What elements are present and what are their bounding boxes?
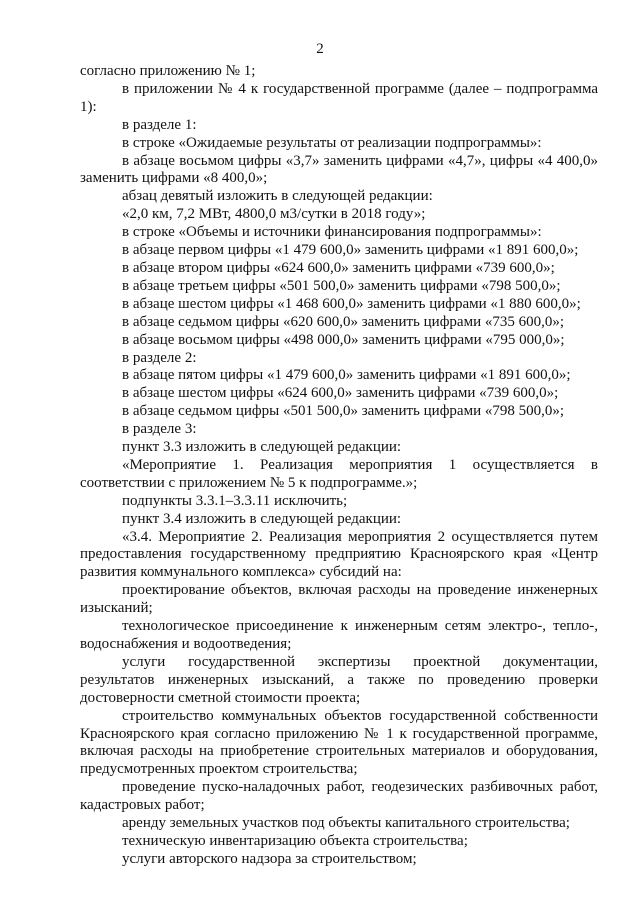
paragraph: пункт 3.3 изложить в следующей редакции: [122,439,402,456]
paragraph: в абзаце пятом цифры «1 479 600,0» заменить цифрами «1 891 600,0»; [122,367,571,384]
paragraph: в абзаце шестом цифры «624 600,0» заменить цифрами «739 600,0»; [122,385,559,402]
paragraph: услуги авторского надзора за строительством; [122,850,417,867]
paragraph: в абзаце седьмом цифры «501 500,0» заменить цифрами «798 500,0»; [122,403,565,420]
paragraph: в строке «Объемы и источники финансирования подпрограммы»: [122,224,542,241]
paragraph: «Мероприятие 1. Реализация мероприятия 1 осуществляется в соответствии с приложением № 5 к подпрограмме.»; [80,456,598,491]
paragraph: пункт 3.4 изложить в следующей редакции: [122,510,402,527]
paragraph: в абзаце седьмом цифры «620 600,0» заменить цифрами «735 600,0»; [122,313,565,330]
paragraph: проведение пуско-наладочных работ, геодезических разбивочных работ, кадастровых работ; [80,779,598,814]
paragraph: в абзаце восьмом цифры «3,7» заменить цифрами «4,7», цифры «4 400,0» заменить цифрами «8 400,0»; [80,152,598,187]
paragraph: технологическое присоединение к инженерным сетям электро-, тепло-, водоснабжения и водоотведения; [80,618,598,652]
paragraph: аренду земельных участков под объекты капитального строительства; [122,815,570,832]
paragraph: «2,0 км, 7,2 МВт, 4800,0 м3/сутки в 2018 году»; [122,206,426,223]
paragraph: в строке «Ожидаемые результаты от реализации подпрограммы»: [122,134,542,151]
paragraph: в абзаце втором цифры «624 600,0» заменить цифрами «739 600,0»; [122,259,555,276]
paragraph: в абзаце третьем цифры «501 500,0» заменить цифрами «798 500,0»; [122,277,561,294]
paragraph: строительство коммунальных объектов государственной собственности Красноярского края согласно приложению № 1 к государственной программе, включая расходы на приобретение строительных материалов и оборудования, предусмотренных проектом строительства; [80,707,598,778]
paragraph: согласно приложению № 1; [80,63,256,79]
paragraph: в разделе 1: [122,116,197,133]
document-body [80,63,598,869]
paragraph: «3.4. Мероприятие 2. Реализация мероприятия 2 осуществляется путем предоставления государственному предприятию Красноярского края «Центр развития коммунального комплекса» субсидий на: [80,528,598,581]
paragraph: подпункты 3.3.1–3.3.11 исключить; [122,492,348,509]
paragraph: в абзаце восьмом цифры «498 000,0» заменить цифрами «795 000,0»; [122,331,565,348]
paragraph: в приложении № 4 к государственной программе (далее – подпрограмма 1): [80,80,598,115]
paragraph: абзац девятый изложить в следующей редакции: [122,188,433,205]
page-number: 2 [316,41,324,57]
paragraph: в абзаце шестом цифры «1 468 600,0» заменить цифрами «1 880 600,0»; [122,295,581,312]
paragraph: в абзаце первом цифры «1 479 600,0» заменить цифрами «1 891 600,0»; [122,242,579,259]
paragraph: в разделе 3: [122,421,197,438]
paragraph: проектирование объектов, включая расходы на проведение инженерных изысканий; [80,582,598,617]
paragraph: в разделе 2: [122,349,197,366]
paragraph: услуги государственной экспертизы проектной документации, результатов инженерных изысканий, а также по проведению проверки достоверности сметной стоимости проекта; [80,653,598,706]
paragraph: техническую инвентаризацию объекта строительства; [122,832,468,849]
